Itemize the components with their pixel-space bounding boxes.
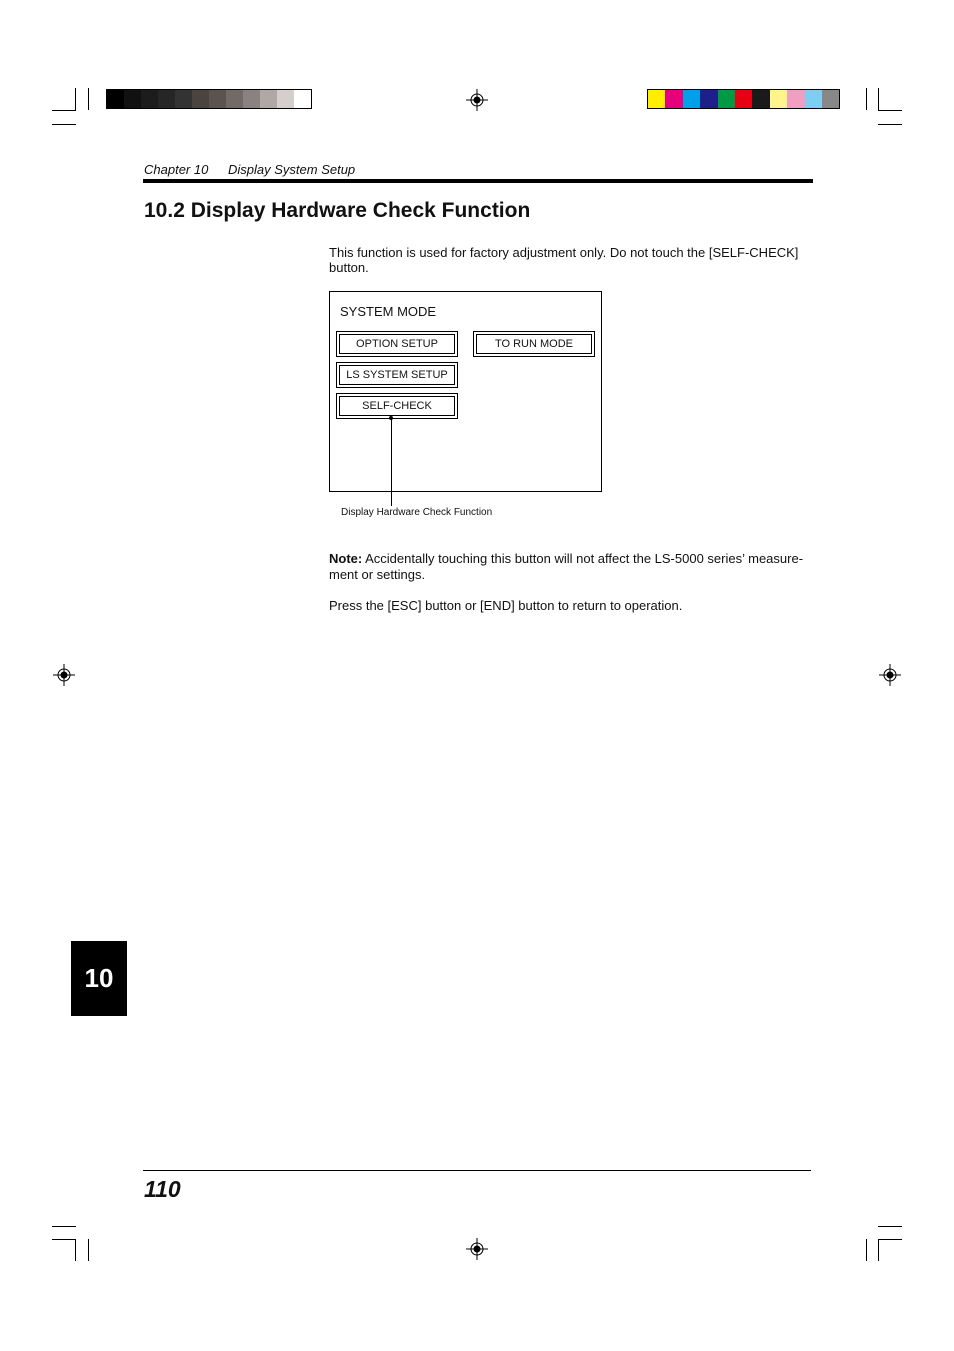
crop-mark bbox=[878, 1239, 879, 1261]
crop-mark bbox=[866, 1239, 867, 1261]
color-swatch bbox=[192, 90, 209, 108]
color-swatch bbox=[648, 90, 665, 108]
ls-system-setup-label: LS SYSTEM SETUP bbox=[339, 365, 455, 385]
header-chapter: Chapter 10 bbox=[144, 162, 209, 177]
color-swatch bbox=[158, 90, 175, 108]
intro-paragraph: This function is used for factory adjustment only. Do not touch the [SELF-CHECK] button. bbox=[329, 245, 799, 275]
to-run-mode-label: TO RUN MODE bbox=[476, 334, 592, 354]
option-setup-label: OPTION SETUP bbox=[339, 334, 455, 354]
crop-mark bbox=[52, 124, 76, 125]
color-swatch bbox=[107, 90, 124, 108]
color-swatch bbox=[700, 90, 717, 108]
callout-label: Display Hardware Check Function bbox=[341, 507, 493, 518]
crop-mark bbox=[52, 1226, 76, 1227]
note-label: Note: bbox=[329, 551, 363, 566]
crop-mark bbox=[878, 88, 879, 110]
self-check-button[interactable] bbox=[336, 393, 458, 419]
ls-system-setup-button[interactable] bbox=[336, 362, 458, 388]
color-swatch bbox=[294, 90, 311, 108]
page-number: 110 bbox=[144, 1176, 181, 1202]
return-instruction: Press the [ESC] button or [END] button to return to operation. bbox=[329, 598, 683, 613]
color-swatch bbox=[718, 90, 735, 108]
crop-mark bbox=[75, 1239, 76, 1261]
self-check-label: SELF-CHECK bbox=[339, 396, 455, 416]
color-calibration-bar bbox=[647, 89, 840, 109]
header-rule bbox=[143, 179, 813, 183]
color-swatch bbox=[735, 90, 752, 108]
option-setup-button[interactable] bbox=[336, 331, 458, 357]
crop-mark bbox=[878, 110, 902, 111]
to-run-mode-button[interactable] bbox=[473, 331, 595, 357]
registration-mark-icon bbox=[53, 664, 75, 686]
color-swatch bbox=[752, 90, 769, 108]
color-swatch bbox=[141, 90, 158, 108]
crop-mark bbox=[878, 124, 902, 125]
footer-rule bbox=[143, 1170, 811, 1171]
crop-mark bbox=[75, 88, 76, 110]
color-swatch bbox=[175, 90, 192, 108]
screen-title: SYSTEM MODE bbox=[340, 304, 437, 319]
crop-mark bbox=[88, 88, 89, 110]
gray-density-bar bbox=[106, 89, 312, 109]
crop-mark bbox=[866, 88, 867, 110]
color-swatch bbox=[243, 90, 260, 108]
crop-mark bbox=[878, 1239, 902, 1240]
color-swatch bbox=[209, 90, 226, 108]
color-swatch bbox=[770, 90, 787, 108]
registration-mark-icon bbox=[466, 1238, 488, 1260]
color-swatch bbox=[260, 90, 277, 108]
system-mode-screen bbox=[329, 291, 602, 492]
crop-mark bbox=[52, 110, 76, 111]
color-swatch bbox=[822, 90, 839, 108]
color-swatch bbox=[805, 90, 822, 108]
color-swatch bbox=[787, 90, 804, 108]
color-swatch bbox=[277, 90, 294, 108]
note-paragraph bbox=[329, 551, 813, 583]
color-swatch bbox=[226, 90, 243, 108]
crop-mark bbox=[88, 1239, 89, 1261]
callout-leader-line bbox=[391, 418, 392, 506]
chapter-tab: 10 bbox=[71, 941, 127, 1016]
crop-mark bbox=[878, 1226, 902, 1227]
note-text: Accidentally touching this button will not affect the LS-5000 series’ measure-ment or settings. bbox=[329, 551, 804, 582]
color-swatch bbox=[665, 90, 682, 108]
header-title: Display System Setup bbox=[228, 162, 356, 177]
crop-mark bbox=[52, 1239, 76, 1240]
running-header bbox=[144, 162, 355, 177]
registration-mark-icon bbox=[466, 89, 488, 111]
registration-mark-icon bbox=[879, 664, 901, 686]
color-swatch bbox=[124, 90, 141, 108]
section-title: 10.2 Display Hardware Check Function bbox=[144, 199, 531, 222]
color-swatch bbox=[683, 90, 700, 108]
